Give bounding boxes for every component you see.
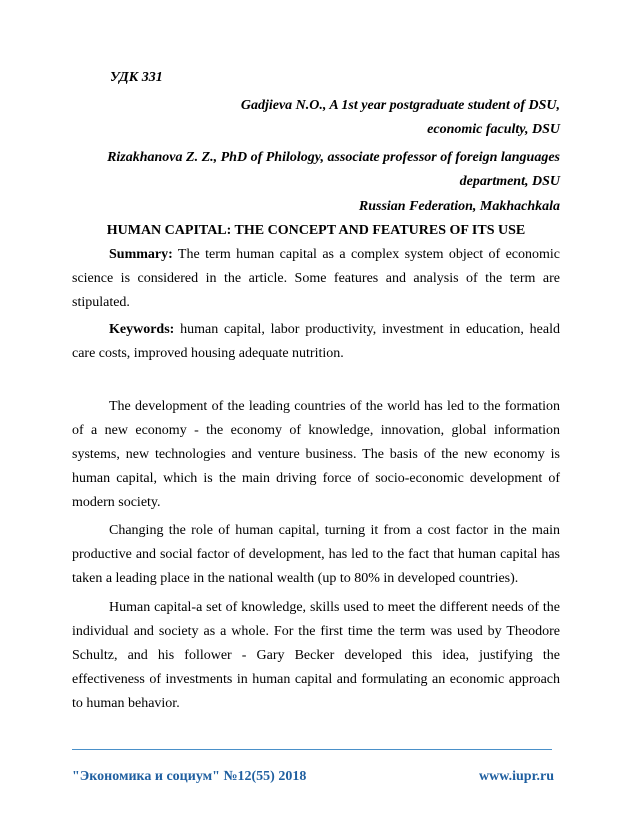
journal-name: "Экономика и социум" №12(55) 2018 bbox=[72, 769, 307, 784]
udk-code: УДК 331 bbox=[110, 70, 163, 85]
author2-line1: Rizakhanova Z. Z., PhD of Philology, associate professor of foreign languages bbox=[107, 150, 560, 165]
body-paragraph-3: Human capital-a set of knowledge, skills used to meet the different needs of the individual and society as a whole. For the first time the term was used by Theodore Schultz, and his follower - Gary Becker developed this idea, justifying the effectiveness of investments in human capital and formulating an economic approach to human behavior. bbox=[72, 600, 560, 711]
keywords-label: Keywords: bbox=[109, 322, 175, 337]
footer-divider bbox=[72, 749, 552, 750]
location: Russian Federation, Makhachkala bbox=[358, 199, 560, 214]
summary-label: Summary: bbox=[109, 247, 173, 262]
body-paragraph-2: Changing the role of human capital, turning it from a cost factor in the main productive and social factor of development, has led to the fact that human capital has taken a leading place in the national wealth (up to 80% in developed countries). bbox=[72, 523, 560, 586]
summary-paragraph bbox=[72, 243, 560, 315]
journal-url[interactable]: www.iupr.ru bbox=[479, 769, 554, 784]
summary-text: The term human capital as a complex system object of economic science is considered in the article. Some features and analysis of the term are stipulated. bbox=[72, 247, 560, 310]
keywords-text: human capital, labor productivity, investment in education, heald care costs, improved housing adequate nutrition. bbox=[72, 322, 560, 361]
article-title: HUMAN CAPITAL: THE CONCEPT AND FEATURES OF ITS USE bbox=[106, 223, 526, 238]
author1-line1: Gadjieva N.O., A 1st year postgraduate student of DSU, bbox=[240, 98, 560, 113]
keywords-paragraph bbox=[72, 318, 560, 366]
author2-line2: department, DSU bbox=[459, 174, 560, 189]
author1-line2: economic faculty, DSU bbox=[427, 122, 560, 137]
body-paragraph-1: The development of the leading countries of the world has led to the formation of a new economy - the economy of knowledge, innovation, global information systems, new technologies and venture business. The basis of the new economy is human capital, which is the main driving force of socio-economic development of modern society. bbox=[72, 399, 560, 510]
